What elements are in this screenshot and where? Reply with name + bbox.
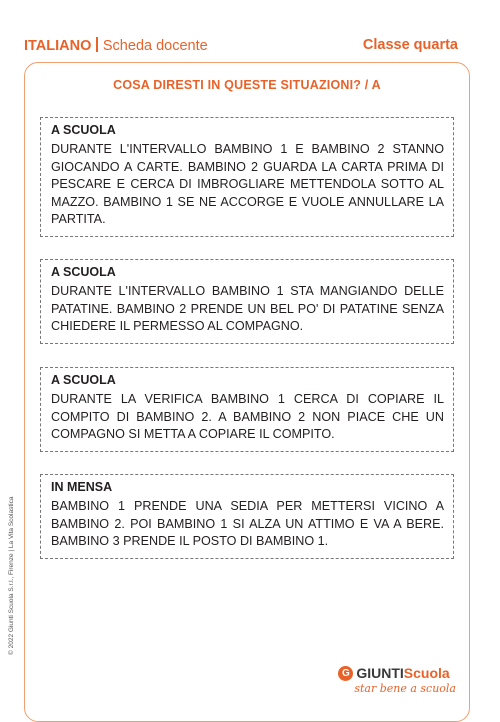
situation-card-text: DURANTE L'INTERVALLO BAMBINO 1 E BAMBINO 2 STANNO GIOCANDO A CARTE. BAMBINO 2 GUARDA LA CARTA PRIMA DI PESCARE E CERCA DI IMBROGLIARE METTENDOLA SOTTO AL MAZZO. BAMBINO 1 SE NE ACCORGE E VUOLE ANNULLARE LA PARTITA. [51, 142, 444, 226]
situation-card-text: BAMBINO 1 PRENDE UNA SEDIA PER METTERSI VICINO A BAMBINO 2. POI BAMBINO 1 SI ALZA UN ATTIMO E VA A BERE. BAMBINO 3 PRENDE IL POSTO DI BAMBINO 1. [51, 499, 444, 548]
situation-card-text: DURANTE L'INTERVALLO BAMBINO 1 STA MANGIANDO DELLE PATATINE. BAMBINO 2 PRENDE UN BEL PO' DI PATATINE SENZA CHIEDERE IL PERMESSO AL COMPAGNO. [51, 284, 444, 333]
subject-label: ITALIANO [24, 38, 92, 54]
sheet-label: Scheda docente [102, 38, 208, 54]
logo-brand-giunti: GIUNTI [356, 665, 404, 681]
page-title: COSA DIRESTI IN QUESTE SITUAZIONI? / A [113, 78, 381, 92]
situation-card-2 [40, 259, 454, 344]
header-subject-line [24, 37, 208, 54]
situation-card-text: DURANTE LA VERIFICA BAMBINO 1 CERCA DI COPIARE IL COMPITO DI BAMBINO 2. A BAMBINO 2 NON PIACE CHE UN COMPAGNO SI METTA A COPIARE IL COMPITO. [51, 392, 444, 441]
situation-card-3 [40, 367, 454, 452]
situation-card-label: A SCUOLA [51, 123, 116, 137]
logo-tagline: star bene a scuola [354, 682, 456, 695]
situation-card-label: A SCUOLA [51, 373, 116, 387]
grade-label: Classe quarta [362, 37, 458, 53]
copyright-note: © 2022 Giunti Scuola S.r.l., Firenze | La Vita Scolastica [8, 496, 15, 655]
situation-card-4 [40, 474, 454, 559]
giunti-scuola-logo [338, 665, 456, 695]
header-divider [96, 37, 98, 52]
situation-card-1 [40, 117, 454, 237]
situation-card-label: IN MENSA [51, 480, 113, 494]
giunti-g-icon: G [338, 666, 353, 681]
logo-brand-scuola: Scuola [403, 665, 450, 681]
situation-card-label: A SCUOLA [51, 265, 116, 279]
